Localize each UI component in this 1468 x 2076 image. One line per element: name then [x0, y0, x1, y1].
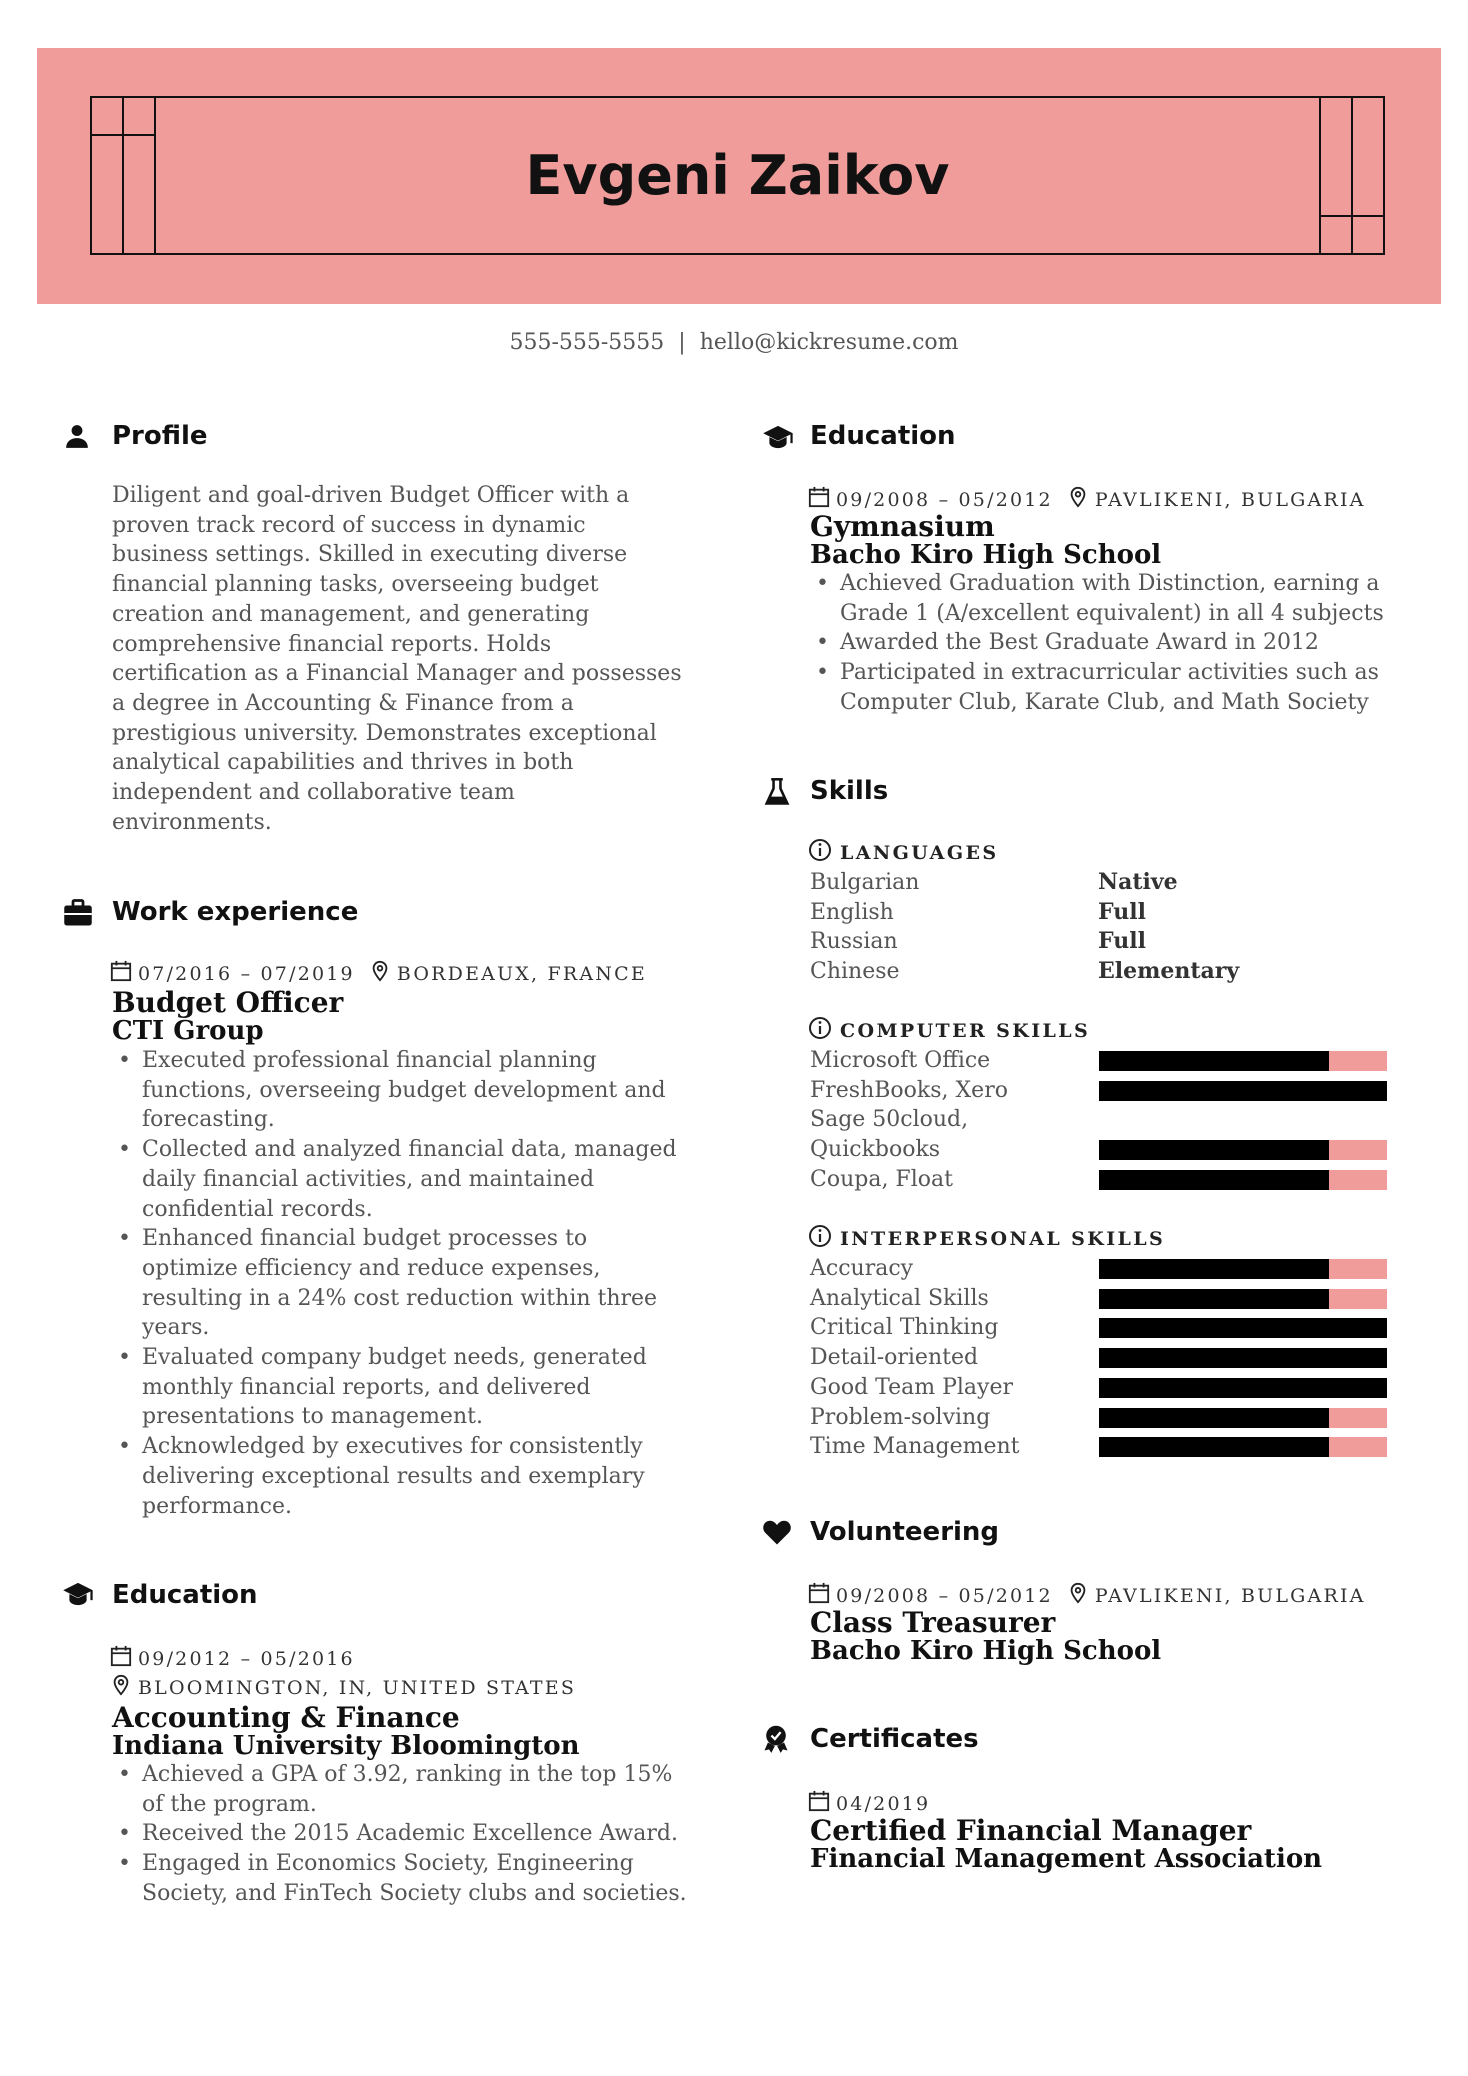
profile-line: environments. [112, 809, 272, 835]
location-pin-icon [110, 1674, 138, 1701]
certificate-issuer: Financial Management Association [810, 1844, 1323, 1874]
education-left-location: BLOOMINGTON, IN, UNITED STATES [138, 1676, 577, 1699]
skill-level-bar [1099, 1170, 1387, 1190]
skill-level-fill [1099, 1259, 1329, 1279]
skill-level-fill [1099, 1289, 1329, 1309]
info-icon [808, 838, 840, 867]
calendar-icon [808, 1582, 836, 1609]
skill-level-fill [1099, 1378, 1387, 1398]
skill-level-bar [1099, 1081, 1387, 1101]
location-pin-icon [369, 960, 397, 987]
bullet-line: • Engaged in Economics Society, Engineering [142, 1851, 634, 1877]
bullet-line: presentations to management. [142, 1404, 483, 1430]
bullet-line: • Participated in extracurricular activities such as [840, 660, 1379, 686]
bullet-line: optimize efficiency and reduce expenses, [142, 1255, 601, 1281]
bullet-line: • Executed professional financial planning [142, 1048, 597, 1073]
bullet-line: • Achieved a GPA of 3.92, ranking in the top 15% [142, 1762, 673, 1787]
skill-level-fill [1099, 1140, 1329, 1160]
skill-level-fill [1099, 1081, 1387, 1101]
bullet-item [112, 1760, 742, 1819]
volunteering-date: 09/2008 – 05/2012 [836, 1584, 1053, 1607]
flask-icon [764, 777, 790, 807]
education-right-degree: Gymnasium [810, 510, 995, 543]
profile-title: Profile [112, 421, 208, 451]
work-date: 07/2016 – 07/2019 [138, 962, 355, 985]
skill-level-bar [1099, 1408, 1387, 1428]
skill-name: Microsoft Office [810, 1048, 991, 1073]
interpersonal-skills-title: INTERPERSONAL SKILLS [840, 1227, 1166, 1250]
profile-summary [112, 481, 712, 837]
skill-level-fill [1099, 1318, 1387, 1338]
skill-name: Good Team Player [810, 1374, 1014, 1400]
languages-subtitle [808, 838, 998, 867]
bullet-line: daily financial activities, and maintained [142, 1166, 595, 1192]
bullet-item [112, 1432, 732, 1521]
work-company: CTI Group [112, 1016, 264, 1046]
bullet-line: Computer Club, Karate Club, and Math Society [840, 689, 1369, 715]
computer-skills-title: COMPUTER SKILLS [840, 1019, 1091, 1042]
calendar-icon [110, 960, 138, 987]
heart-icon [762, 1518, 792, 1546]
volunteering-meta [808, 1582, 1366, 1609]
education-left-location-row [110, 1674, 576, 1701]
skill-level-fill [1099, 1348, 1387, 1368]
bullet-line: confidential records. [142, 1196, 373, 1222]
education-left-date-row [110, 1645, 355, 1672]
info-icon [808, 1016, 840, 1045]
bullet-item [112, 1343, 732, 1432]
language-level: Elementary [1098, 958, 1240, 985]
certificates-title: Certificates [810, 1724, 979, 1754]
bullet-line: years. [142, 1315, 210, 1341]
skill-level-bar [1099, 1318, 1387, 1338]
skills-title: Skills [810, 776, 889, 806]
language-row [810, 898, 1390, 928]
skill-name: Accuracy [810, 1256, 914, 1281]
computer-skills-subtitle [808, 1016, 1090, 1045]
language-level: Full [1098, 928, 1146, 955]
skill-level-bar [1099, 1378, 1387, 1398]
bullet-line: • Evaluated company budget needs, generated [142, 1345, 647, 1371]
skill-level-bar [1099, 1289, 1387, 1309]
bullet-line: functions, overseeing budget development and [142, 1077, 666, 1103]
education-right-meta [808, 486, 1366, 513]
profile-line: a degree in Accounting & Finance from a [112, 690, 574, 716]
certificate-date-row [808, 1790, 930, 1817]
bullet-line: delivering exceptional results and exemplary [142, 1463, 645, 1489]
volunteering-title: Volunteering [810, 1517, 1000, 1547]
profile-line: creation and management, and generating [112, 601, 590, 627]
skill-level-bar [1099, 1348, 1387, 1368]
bullet-line: resulting in a 24% cost reduction within three [142, 1285, 658, 1311]
education-right-date: 09/2008 – 05/2012 [836, 488, 1053, 511]
bullet-item [112, 1135, 732, 1224]
education-left-title: Education [112, 1580, 258, 1610]
bullet-line: • Awarded the Best Graduate Award in 2012 [840, 630, 1319, 656]
education-right-title: Education [810, 421, 956, 451]
volunteering-location: PAVLIKENI, BULGARIA [1094, 1584, 1366, 1607]
header-frame [90, 96, 1385, 255]
profile-line: financial planning tasks, overseeing budget [112, 572, 599, 598]
skill-name: Analytical Skills [810, 1285, 989, 1311]
volunteering-role: Class Treasurer [810, 1606, 1056, 1639]
bullet-item [112, 1224, 732, 1343]
skill-name: Coupa, Float [810, 1166, 953, 1192]
education-right-location: PAVLIKENI, BULGARIA [1094, 488, 1366, 511]
bullet-line: • Collected and analyzed financial data, managed [142, 1137, 677, 1163]
skill-name: Critical Thinking [810, 1315, 999, 1341]
contact-line [0, 330, 1468, 355]
graduation-cap-icon [62, 1580, 94, 1608]
skill-level-fill [1099, 1408, 1329, 1428]
education-right-school: Bacho Kiro High School [810, 540, 1162, 570]
education-right-bullets [810, 569, 1450, 718]
bullet-line: Society, and FinTech Society clubs and societies. [142, 1880, 687, 1906]
calendar-icon [110, 1645, 138, 1672]
profile-line: analytical capabilities and thrives in both [112, 750, 574, 776]
candidate-name: Evgeni Zaikov [525, 144, 950, 207]
info-icon [808, 1224, 840, 1253]
location-pin-icon [1067, 486, 1095, 513]
location-pin-icon [1067, 1582, 1095, 1609]
education-left-degree: Accounting & Finance [112, 1701, 460, 1734]
language-level: Native [1098, 869, 1178, 895]
education-left-bullets [112, 1760, 742, 1909]
contact-separator: | [678, 330, 686, 355]
skill-row [810, 1105, 1390, 1135]
calendar-icon [808, 1790, 836, 1817]
briefcase-icon [63, 899, 93, 927]
header-band [37, 48, 1441, 304]
bullet-item [112, 1819, 742, 1849]
bullet-line: • Achieved Graduation with Distinction, earning a [840, 571, 1380, 596]
skill-name: Detail-oriented [810, 1345, 979, 1371]
bullet-item [810, 628, 1450, 658]
bullet-line: • Acknowledged by executives for consistently [142, 1434, 643, 1460]
language-name: Bulgarian [810, 870, 920, 895]
language-name: Chinese [810, 959, 900, 985]
bullet-line: monthly financial reports, and delivered [142, 1374, 591, 1400]
work-position: Budget Officer [112, 986, 344, 1019]
education-left-date: 09/2012 – 05/2016 [138, 1647, 355, 1670]
language-name: English [810, 899, 894, 925]
work-meta [110, 960, 647, 987]
skill-level-fill [1099, 1170, 1329, 1190]
certificate-name: Certified Financial Manager [810, 1814, 1252, 1847]
skill-level-fill [1099, 1051, 1329, 1071]
skill-name: Sage 50cloud, [810, 1107, 969, 1133]
skill-level-fill [1099, 1437, 1329, 1457]
languages-title: LANGUAGES [840, 841, 999, 864]
profile-line: independent and collaborative team [112, 780, 515, 806]
bullet-item [112, 1849, 742, 1908]
profile-line: certification as a Financial Manager and possesses [112, 661, 682, 687]
profile-line: proven track record of success in dynamic [112, 512, 586, 538]
work-bullets [112, 1046, 732, 1521]
profile-line: comprehensive financial reports. Holds [112, 631, 552, 657]
bullet-line: • Received the 2015 Academic Excellence Award. [142, 1821, 678, 1847]
bullet-line: performance. [142, 1493, 293, 1519]
bullet-line: Grade 1 (A/excellent equivalent) in all 4 subjects [840, 600, 1384, 626]
profile-line: Diligent and goal-driven Budget Officer with a [112, 483, 630, 508]
skill-name: Quickbooks [810, 1137, 941, 1163]
volunteering-org: Bacho Kiro High School [810, 1636, 1162, 1666]
language-row [810, 927, 1390, 957]
bullet-line: forecasting. [142, 1107, 275, 1133]
bullet-item [810, 658, 1450, 717]
phone-number[interactable]: 555-555-5555 [509, 330, 665, 355]
bullet-item [112, 1046, 732, 1135]
person-icon [64, 423, 90, 449]
language-level: Full [1098, 898, 1146, 925]
profile-line: business settings. Skilled in executing diverse [112, 542, 628, 568]
skill-name: Time Management [810, 1434, 1020, 1460]
award-icon [762, 1724, 790, 1754]
work-location: BORDEAUX, FRANCE [396, 962, 647, 985]
skill-name: FreshBooks, Xero [810, 1077, 1008, 1103]
skill-level-bar [1099, 1051, 1387, 1071]
bullet-line: of the program. [142, 1791, 317, 1817]
bullet-item [810, 569, 1450, 628]
education-left-school: Indiana University Bloomington [112, 1731, 580, 1761]
work-experience-title: Work experience [112, 897, 359, 927]
certificate-date: 04/2019 [836, 1792, 931, 1815]
skill-level-bar [1099, 1259, 1387, 1279]
interpersonal-skills-subtitle [808, 1224, 1165, 1253]
language-name: Russian [810, 929, 898, 955]
skill-name: Problem-solving [810, 1404, 991, 1430]
skill-level-bar [1099, 1437, 1387, 1457]
email-address[interactable]: hello@kickresume.com [699, 330, 959, 355]
language-row [810, 957, 1390, 987]
graduation-cap-icon [762, 423, 794, 451]
calendar-icon [808, 486, 836, 513]
profile-line: prestigious university. Demonstrates exceptional [112, 720, 657, 746]
bullet-line: • Enhanced financial budget processes to [142, 1226, 588, 1252]
skill-level-bar [1099, 1140, 1387, 1160]
language-row [810, 868, 1390, 898]
